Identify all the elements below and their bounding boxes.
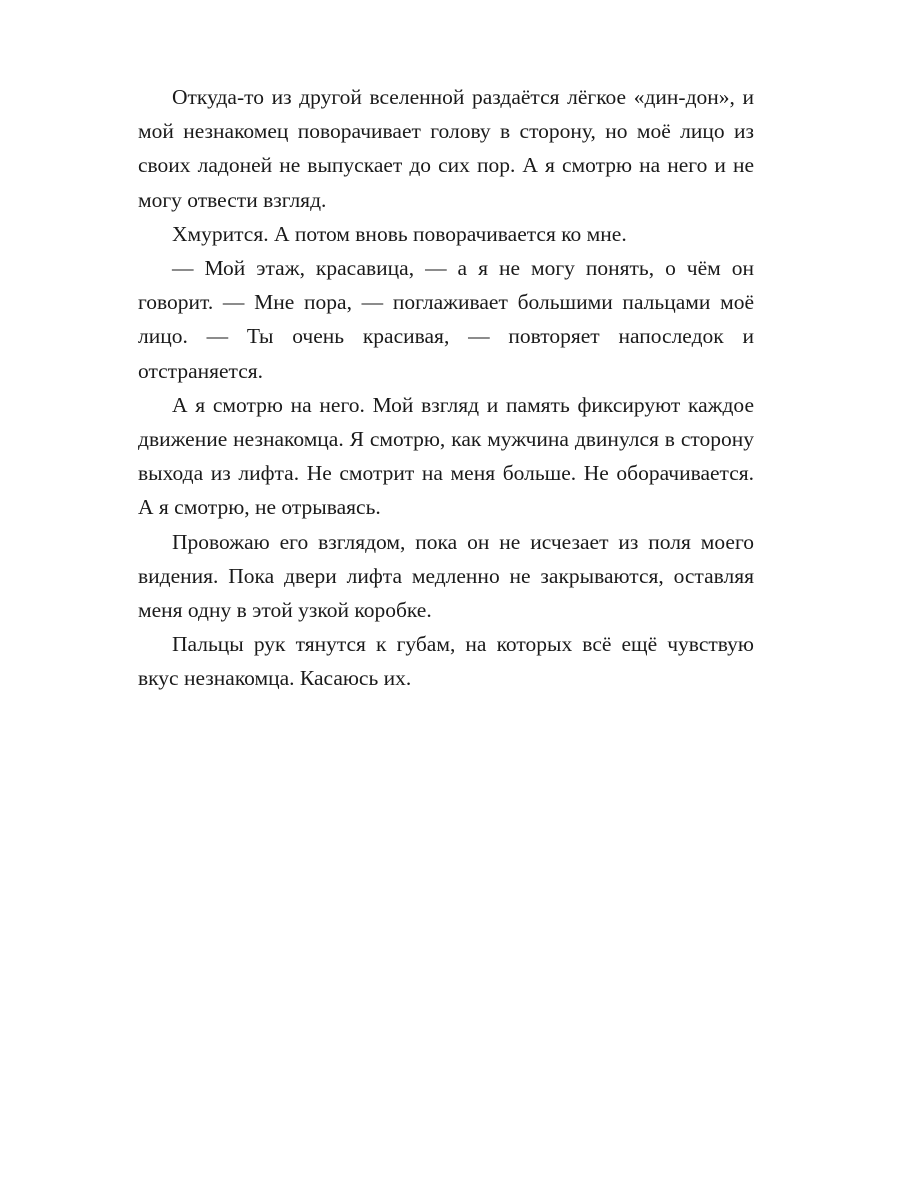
paragraph: Пальцы рук тянутся к губам, на которых всё ещё чувствую вкус незнакомца. Касаюсь их. [138, 632, 754, 691]
paragraph: Провожаю его взглядом, пока он не исчезает из поля моего видения. Пока двери лифта медленно не закрываются, оставляя меня одну в этой узкой коробке. [138, 529, 754, 623]
paragraph: — Мой этаж, красавица, — а я не могу понять, о чём он говорит. — Мне пора, — поглаживает большими пальцами моё лицо. — Ты очень красивая, — повторяет напоследок и отстраняется. [138, 256, 754, 383]
paragraph: Хмурится. А потом вновь поворачивается ко мне. [172, 221, 627, 246]
page-text-block [138, 80, 754, 696]
paragraph: А я смотрю на него. Мой взгляд и память фиксируют каждое движение незнакомца. Я смотрю, как мужчина двинулся в сторону выхода из лифта. Не смотрит на меня больше. Не оборачивается. А я смотрю, не отрываясь. [138, 392, 754, 520]
paragraph: Откуда-то из другой вселенной раздаётся лёгкое «дин-дон», и мой незнакомец поворачивает голову в сторону, но моё лицо из своих ладоней не выпускает до сих пор. А я смотрю на него и не могу отвести взгляд. [138, 85, 754, 212]
